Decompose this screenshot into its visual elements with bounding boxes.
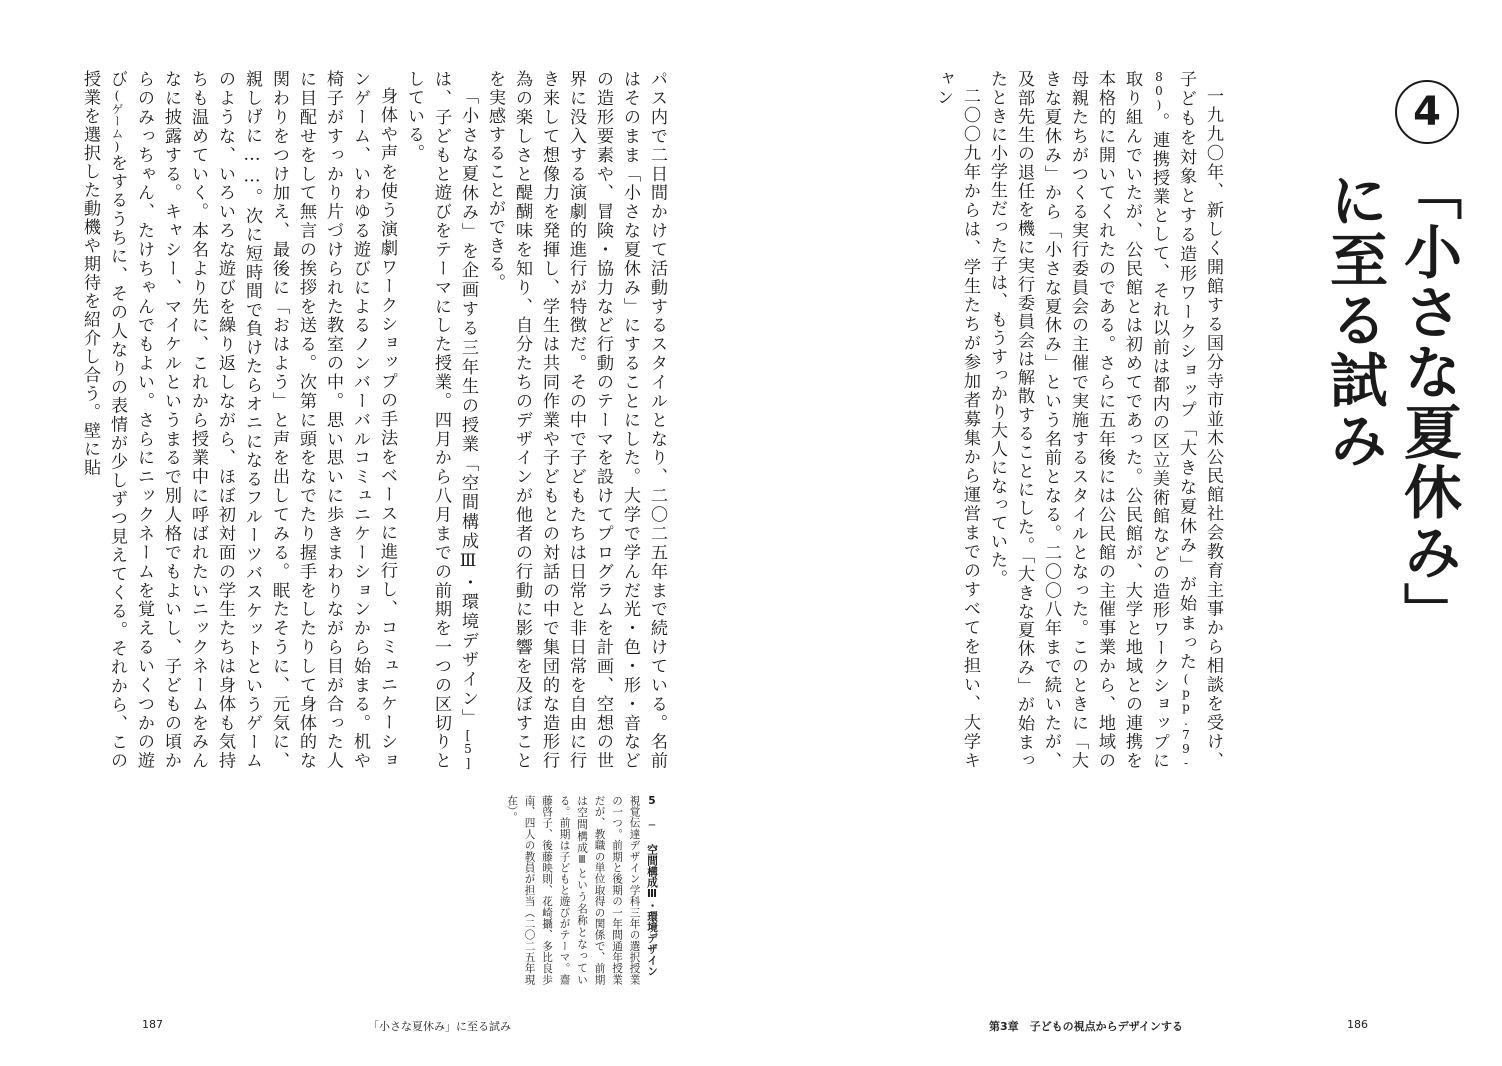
section-title-line-2: に至る試み: [1320, 170, 1388, 470]
page-number-right: 186: [1347, 1018, 1368, 1031]
body-paragraph: 一九九〇年、新しく開館する国分寺市並木公民館社会教育主事から相談を受け、子どもを対象とする造形ワークショップ「大きな夏休み」が始まった(pp.79-80)。連携授業として、それ以前は都内の区立美術館などの造形ワークショップに取り組んでいたが、公民館とは初めてであった。公民館が、大学と地域との連携を本格的に開いてくれたのである。さらに五年後には公民館の主催事業から、地域の母親たちがつくる実行委員会の主催で実施するスタイルとなった。このときに「大きな夏休み」から「小さな夏休み」という名前となる。二〇〇八年まで続いたが、及部先生の退任を機に実行委員会は解散することにした。「大きな夏休み」が始まったときに小学生だった子は、もうすっかり大人になっていた。: [987, 70, 1223, 770]
footnote-ref: [5]: [461, 728, 475, 770]
chapter-title: 第3章 子どもの視点からデザインする: [989, 1020, 1183, 1033]
footnote: [490, 795, 660, 985]
body-paragraph: 身体や声を使う演劇ワークショップの手法をベースに進行し、コミュニケーションゲーム、いわゆる遊びによるノンバーバルコミュニケーションから始まる。机や椅子がすっかり片づけられた教室の中。思い思いに歩きまわりながら目が合った人に目配せをして無言の挨拶を送る。次第に頭をなでたり握手をしたりして身体的な関わりをつけ加え、最後に「おはよう」と声を出してみる。眠たそうに、元気に、親しげに……。次に短時間で負けたらオニになるフルーツバスケットというゲームのような、いろいろな遊びを繰り返しながら、ほぼ初対面の学生たちは身体も気持ちも温めていく。本名より先に、これから授業中に呼ばれたいニックネームをみんなに披露する。キャシー、マイケルというまるで別人格でもよいし、子どもの頃からのみっちゃん、たけちゃんでもよい。さらにニックネームを覚えるいくつかの遊び(ゲーム)をするうちに、その人なりの表情が少しずつ見えてくる。それから、この授業を選択した動機や期待を紹介し合う。壁に貼: [80, 70, 397, 771]
right-body-text: [846, 70, 1226, 770]
body-paragraph: 二〇〇九年からは、学生たちが参加者募集から運営までのすべてを担い、大学キャン: [933, 70, 980, 770]
page-number-left: 187: [142, 1018, 163, 1031]
footnote-heading: 5 ─ 空間構成Ⅲ・環境デザイン: [646, 795, 658, 977]
footnote-body: 視覚伝達デザイン学科三年の選択授業の一つ。前期と後期の一年間通年授業だが、教職の単位取得の関係で、前期は空間構成Ⅲという名称となっている。前期は子どもと遊びがテーマ。齋藤啓子、後藤映則、花崎攝、多比良歩南、四人の教員が担当（二〇二五年現在）。: [506, 795, 641, 985]
running-title: 「小さな夏休み」に至る試み: [368, 1020, 511, 1033]
section-heading: [1291, 80, 1481, 800]
body-paragraph: 「小さな夏休み」を企画する三年生の授業「空間構成Ⅲ・環境デザイン」[5]は、子どもと遊びをテーマにした授業。四月から八月までの前期を一つの区切りとしている。: [404, 70, 478, 770]
inline-note: (ゲーム): [110, 88, 124, 154]
section-number-badge: 4: [1395, 80, 1459, 144]
body-paragraph: パス内で二日間かけて活動するスタイルとなり、二〇二五年まで続けている。名前はそのまま「小さな夏休み」にすることにした。大学で学んだ光・色・形・音などの造形要素や、冒険・協力など行動のテーマを設けてプログラムを計画、空想の世界に没入する演劇的進行が特徴だ。その中で子どもたちは日常と非日常を自由に行き来して想像力を発揮し、学生は共同作業や子どもとの対話の中で集団的な造形行為の楽しさと醍醐味を知り、自分たちのデザインが他者の行動に影響を及ぼすことを実感することができる。: [485, 70, 667, 770]
right-page: [751, 0, 1502, 1066]
left-body-text: [80, 70, 670, 771]
page-reference: (pp.79-80): [1152, 70, 1193, 770]
section-title-line-1: 「小さな夏休み」: [1394, 162, 1462, 642]
